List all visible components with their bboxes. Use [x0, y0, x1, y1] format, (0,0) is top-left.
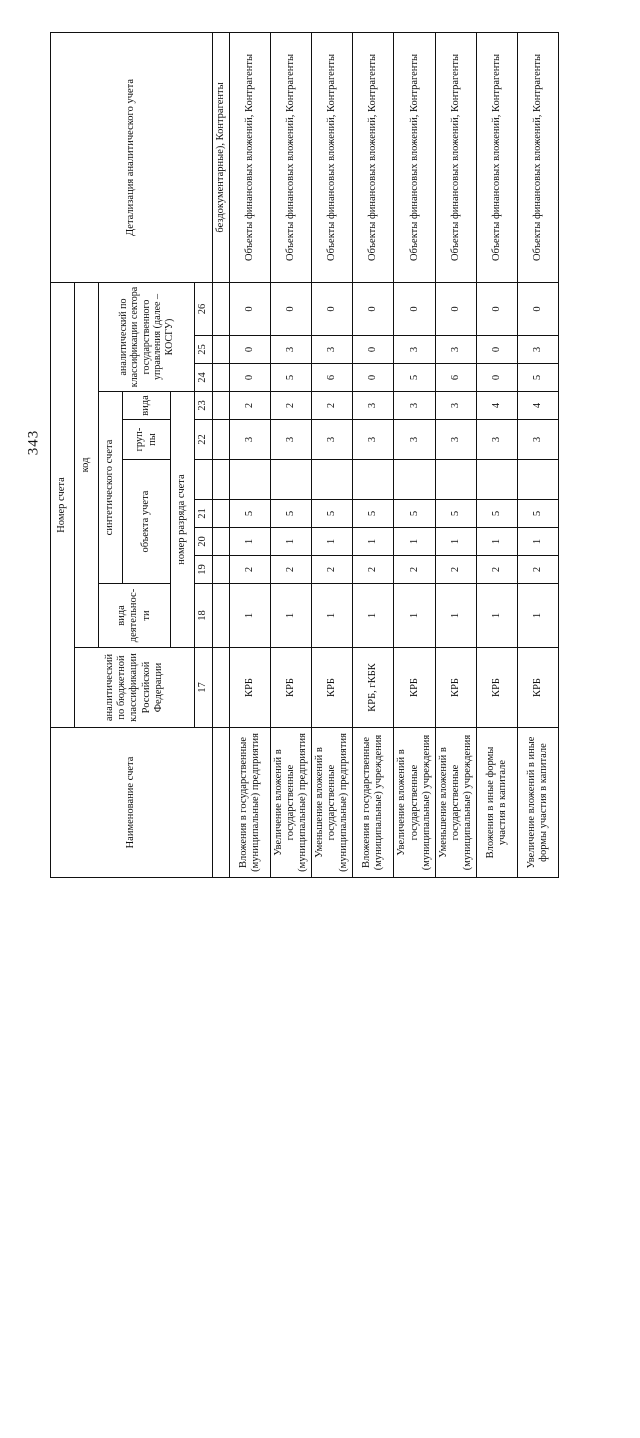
cell-c17: КРБ [230, 648, 271, 728]
rotated-table-container [50, 53, 640, 1438]
continuation-row [213, 32, 230, 877]
table-row [476, 32, 517, 877]
continuation-cell [213, 420, 230, 460]
cell-c18: 1 [517, 584, 558, 648]
cell-account-name: Вложения в государственные (муниципальные) учреждения [353, 728, 394, 878]
cell-c18: 1 [435, 584, 476, 648]
colnum-20b [195, 460, 213, 500]
cell-c18: 1 [312, 584, 353, 648]
cell-c25: 0 [476, 336, 517, 364]
cell-account-name: Вложения в государственные (муниципальные) предприятия [230, 728, 271, 878]
cell-c19: 2 [230, 556, 271, 584]
colnum-25: 25 [195, 336, 213, 364]
cell-c17: КРБ [517, 648, 558, 728]
colnum-24: 24 [195, 364, 213, 392]
continuation-cell [213, 392, 230, 420]
continuation-cell [213, 528, 230, 556]
cell-c22: 3 [271, 420, 312, 460]
continuation-cell [213, 336, 230, 364]
cell-account-name: Уменьшение вложений в государственные (муниципальные) учреждения [435, 728, 476, 878]
colnum-19: 19 [195, 556, 213, 584]
continuation-cell [213, 364, 230, 392]
continuation-cell [213, 556, 230, 584]
cell-c18: 1 [476, 584, 517, 648]
cell-detail: Объекты финансовых вложений, Контрагенты [517, 32, 558, 282]
continuation-cell [213, 460, 230, 500]
cell-c18: 1 [353, 584, 394, 648]
cell-c23: 4 [517, 392, 558, 420]
cell-c23: 2 [230, 392, 271, 420]
header-group: груп-пы [123, 420, 171, 460]
cell-c23: 2 [312, 392, 353, 420]
header-activity-type: вида деятельнос-ти [99, 584, 171, 648]
cell-detail: Объекты финансовых вложений, Контрагенты [271, 32, 312, 282]
continuation-cell [213, 648, 230, 728]
cell-c17: КРБ [312, 648, 353, 728]
cell-detail: Объекты финансовых вложений, Контрагенты [476, 32, 517, 282]
cell-c17: КРБ [476, 648, 517, 728]
cell-c25: 3 [271, 336, 312, 364]
cell-detail: Объекты финансовых вложений, Контрагенты [230, 32, 271, 282]
cell-account-name: Вложения в иные формы участия в капитале [476, 728, 517, 878]
header-type: вида [123, 392, 171, 420]
cell-empty [353, 460, 394, 500]
cell-c17: КРБ [394, 648, 435, 728]
cell-c17: КРБ [435, 648, 476, 728]
header-account-name: Наименование счета [51, 728, 213, 878]
cell-c25: 0 [230, 336, 271, 364]
cell-c26: 0 [476, 282, 517, 335]
page-number: 343 [25, 429, 42, 456]
cell-c17: КРБ [271, 648, 312, 728]
cell-account-name: Увеличение вложений в государственные (муниципальные) предприятия [271, 728, 312, 878]
cell-c21: 5 [353, 500, 394, 528]
cell-account-name: Уменьшение вложений в государственные (муниципальные) предприятия [312, 728, 353, 878]
continuation-cell [213, 584, 230, 648]
continuation-detail: бездокументарные), Контрагенты [213, 32, 230, 282]
header-account-object: объекта учета [123, 460, 171, 584]
cell-c21: 5 [312, 500, 353, 528]
cell-c19: 2 [312, 556, 353, 584]
header-account-number: Номер счета [51, 282, 75, 727]
cell-c23: 3 [394, 392, 435, 420]
accounts-table [50, 32, 559, 878]
cell-c25: 3 [517, 336, 558, 364]
cell-c19: 2 [271, 556, 312, 584]
cell-c19: 2 [435, 556, 476, 584]
colnum-26: 26 [195, 282, 213, 335]
header-analytic-budget: аналитический по бюджетной классификации Российской Федерации [75, 648, 195, 728]
cell-c20: 1 [517, 528, 558, 556]
cell-c26: 0 [394, 282, 435, 335]
cell-c20: 1 [435, 528, 476, 556]
table-row [353, 32, 394, 877]
colnum-22: 22 [195, 420, 213, 460]
cell-c19: 2 [353, 556, 394, 584]
table-row [517, 32, 558, 877]
cell-c19: 2 [476, 556, 517, 584]
cell-c25: 0 [353, 336, 394, 364]
cell-c25: 3 [435, 336, 476, 364]
cell-c26: 0 [230, 282, 271, 335]
cell-c22: 3 [230, 420, 271, 460]
cell-c21: 5 [435, 500, 476, 528]
cell-c20: 1 [312, 528, 353, 556]
header-analytic-kosgu: аналитический по классификации сектора государственного управления (далее – КОСГУ) [99, 282, 195, 391]
cell-c20: 1 [394, 528, 435, 556]
cell-c26: 0 [312, 282, 353, 335]
cell-empty [230, 460, 271, 500]
cell-c25: 3 [394, 336, 435, 364]
cell-c22: 3 [435, 420, 476, 460]
cell-c24: 6 [312, 364, 353, 392]
cell-c20: 1 [271, 528, 312, 556]
cell-c26: 0 [435, 282, 476, 335]
header-code: код [75, 282, 99, 647]
cell-c26: 0 [271, 282, 312, 335]
cell-c17: КРБ, гКБК [353, 648, 394, 728]
rotated-table [50, 33, 610, 878]
colnum-21: 21 [195, 500, 213, 528]
cell-c18: 1 [271, 584, 312, 648]
colnum-23: 23 [195, 392, 213, 420]
cell-c23: 2 [271, 392, 312, 420]
cell-c18: 1 [394, 584, 435, 648]
cell-empty [394, 460, 435, 500]
cell-account-name: Увеличение вложений в иные формы участия в капитале [517, 728, 558, 878]
cell-empty [476, 460, 517, 500]
cell-c22: 3 [517, 420, 558, 460]
cell-detail: Объекты финансовых вложений, Контрагенты [312, 32, 353, 282]
cell-c21: 5 [517, 500, 558, 528]
cell-empty [435, 460, 476, 500]
cell-c22: 3 [476, 420, 517, 460]
continuation-cell [213, 500, 230, 528]
cell-c18: 1 [230, 584, 271, 648]
cell-c21: 5 [230, 500, 271, 528]
header-synthetic: синтетического счета [99, 392, 123, 584]
colnum-18: 18 [195, 584, 213, 648]
cell-c23: 3 [353, 392, 394, 420]
cell-account-name: Увеличение вложений в государственные (муниципальные) учреждения [394, 728, 435, 878]
data-rows [230, 32, 559, 877]
continuation-cell [213, 282, 230, 335]
cell-c24: 6 [435, 364, 476, 392]
cell-c21: 5 [394, 500, 435, 528]
cell-c23: 3 [435, 392, 476, 420]
cell-c20: 1 [476, 528, 517, 556]
cell-c24: 5 [517, 364, 558, 392]
header-row-1 [51, 32, 75, 877]
cell-empty [517, 460, 558, 500]
table-row [435, 32, 476, 877]
cell-detail: Объекты финансовых вложений, Контрагенты [353, 32, 394, 282]
table-row [271, 32, 312, 877]
header-detail: Детализация аналитического учета [51, 32, 213, 282]
cell-c20: 1 [353, 528, 394, 556]
cell-detail: Объекты финансовых вложений, Контрагенты [394, 32, 435, 282]
cell-detail: Объекты финансовых вложений, Контрагенты [435, 32, 476, 282]
table-row [312, 32, 353, 877]
cell-c25: 3 [312, 336, 353, 364]
cell-empty [271, 460, 312, 500]
cell-c26: 0 [353, 282, 394, 335]
cell-c23: 4 [476, 392, 517, 420]
header-digit-number: номер разряда счета [171, 392, 195, 648]
cell-c19: 2 [394, 556, 435, 584]
cell-c24: 0 [353, 364, 394, 392]
cell-c21: 5 [476, 500, 517, 528]
cell-c21: 5 [271, 500, 312, 528]
cell-c20: 1 [230, 528, 271, 556]
cell-c24: 5 [394, 364, 435, 392]
cell-c24: 5 [271, 364, 312, 392]
continuation-cell [213, 728, 230, 878]
cell-c22: 3 [312, 420, 353, 460]
cell-c22: 3 [353, 420, 394, 460]
cell-empty [312, 460, 353, 500]
colnum-20: 20 [195, 528, 213, 556]
cell-c24: 0 [476, 364, 517, 392]
cell-c19: 2 [517, 556, 558, 584]
cell-c24: 0 [230, 364, 271, 392]
cell-c26: 0 [517, 282, 558, 335]
table-row [394, 32, 435, 877]
cell-c22: 3 [394, 420, 435, 460]
colnum-17: 17 [195, 648, 213, 728]
table-row [230, 32, 271, 877]
